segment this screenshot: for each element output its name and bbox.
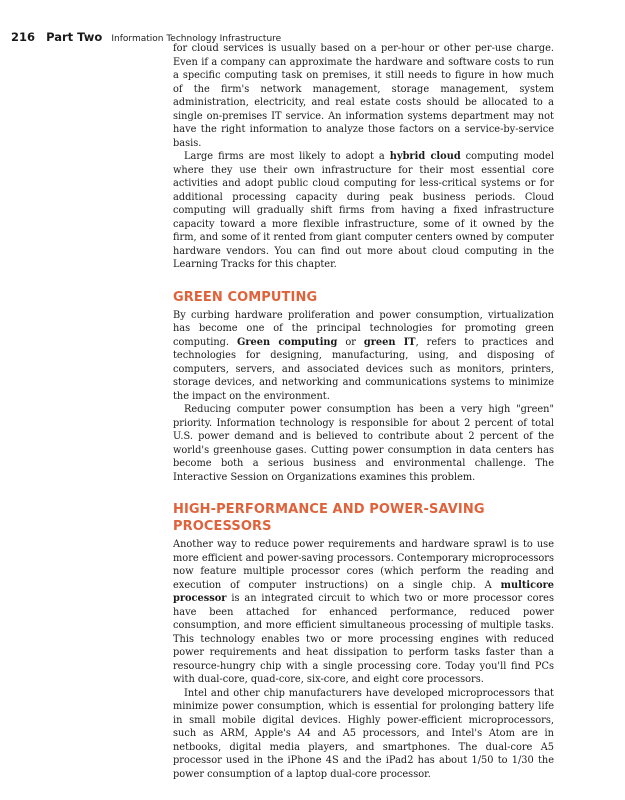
paragraph-power-consumption: Reducing computer power consumption has been a very high "green" priority. Information technology is responsible for about 2 percent of total U.S. power demand and is believed to contribute about 2 percent of the world's greenhouse gases. Cutting power consumption in data centers has become both a serious business and environmental challenge. The Interactive Session on Organizations examines this problem. — [173, 404, 554, 483]
paragraph-cloud-costs: for cloud services is usually based on a per-hour or other per-use charge. Even if a company can approximate the hardware and software costs to run a specific computing task on premises, it still needs to figure in how much of the firm's network management, storage management, system administration, electricity, and real estate costs should be allocated to a single on-premises IT service. An information systems department may not have the right information to analyze those factors on a service-by-service basis. — [173, 43, 554, 149]
heading-green-computing: GREEN COMPUTING — [173, 289, 318, 305]
part-label: Part Two — [46, 30, 103, 44]
section-title: Information Technology Infrastructure — [111, 34, 282, 44]
paragraph-hybrid-cloud: Large firms are most likely to adopt a hybrid cloud computing model where they use their own infrastructure for their most essential core activities and adopt public cloud computing for less-critical systems or for additional processing capacity during peak business periods. Cloud computing will gradually shift firms from having a fixed infrastructure capacity toward a more flexible infrastructure, some of it owned by the firm, and some of it rented from giant computer centers owned by computer hardware vendors. You can find out more about cloud computing in the Learning Tracks for this chapter. — [173, 151, 554, 270]
heading-high-performance: HIGH-PERFORMANCE AND POWER-SAVING PROCESSORS — [173, 502, 485, 534]
paragraph-multicore: Another way to reduce power requirements and hardware sprawl is to use more efficient and power-saving processors. Contemporary microprocessors now feature multiple processor cores (which perform the reading and execution of computer instructions) on a single chip. A multicore processor is an integrated circuit to which two or more processor cores have been attached for enhanced performance, reduced power consumption, and more efficient simultaneous processing of multiple tasks. This technology enables two or more processing engines with reduced power requirements and heat dissipation to perform tasks faster than a resource-hungry chip with a single processing core. Today you'll find PCs with dual-core, quad-core, six-core, and eight core processors. — [173, 539, 554, 685]
term-hybrid-cloud: hybrid cloud — [389, 151, 461, 162]
term-green-computing: Green computing — [236, 336, 338, 348]
paragraph-green-computing: By curbing hardware proliferation and power consumption, virtualization has become one of the principal technologies for promoting green computing. Green computing or green IT, refers to practices and technologies for designing, manufacturing, using, and disposing of computers, servers, and associated devices such as monitors, printers, storage devices, and networking and communications systems to minimize the impact on the environment. — [173, 309, 554, 402]
paragraph-power-efficient-chips: Intel and other chip manufacturers have developed microprocessors that minimize power consumption, which is essential for prolonging battery life in small mobile digital devices. Highly power-efficient microprocessors, such as ARM, Apple's A4 and A5 processors, and Intel's Atom are in netbooks, digital media players, and smartphones. The dual-core A5 processor used in the iPhone 4S and the iPad2 has about 1/50 to 1/30 the power consumption of a laptop dual-core processor. — [173, 687, 554, 780]
text-column — [173, 42, 554, 781]
term-multicore-processor: multicore processor — [173, 579, 554, 604]
term-green-it: green IT — [363, 336, 416, 348]
page-number: 216 — [11, 30, 36, 44]
